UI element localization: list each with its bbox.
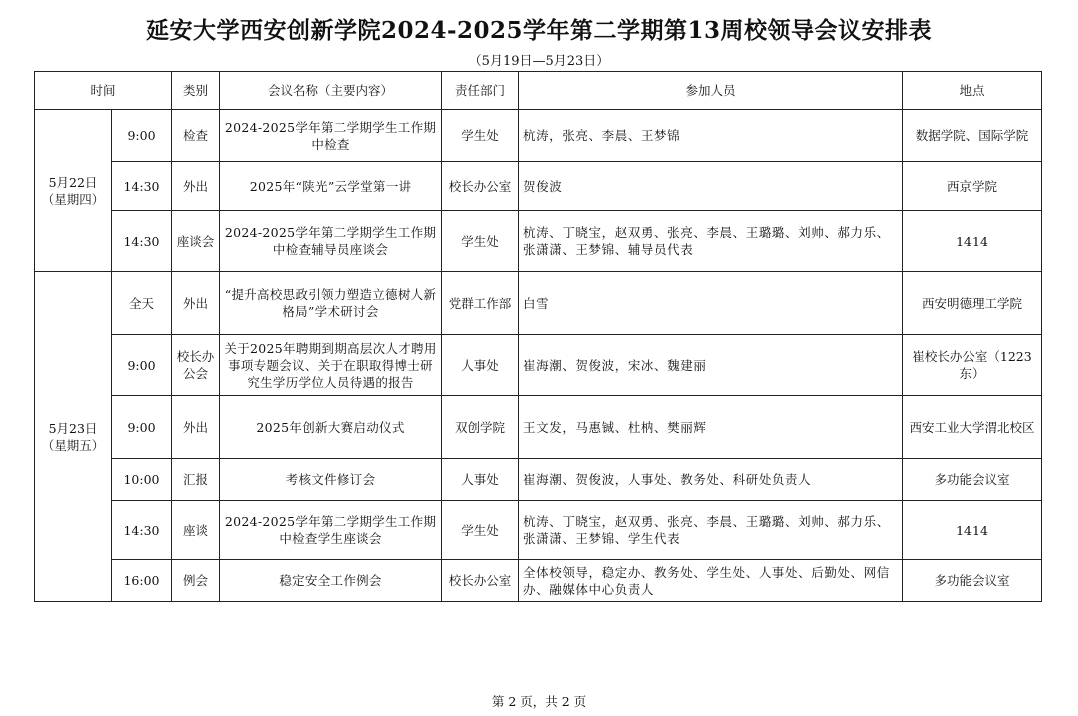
time-cell: 9:00 (112, 396, 172, 459)
meeting-cell: 2024-2025学年第二学期学生工作期中检查学生座谈会 (220, 501, 442, 560)
category-cell: 校长办公会 (172, 335, 220, 396)
header-row (35, 72, 1042, 110)
time-cell: 9:00 (112, 110, 172, 162)
time-cell: 10:00 (112, 459, 172, 501)
location-cell: 崔校长办公室（1223东） (903, 335, 1042, 396)
table-row (35, 211, 1042, 272)
location-cell: 多功能会议室 (903, 459, 1042, 501)
category-cell: 座谈 (172, 501, 220, 560)
attendees-cell: 王文发，马惠铖、杜枘、樊丽辉 (519, 396, 903, 459)
time-cell: 14:30 (112, 211, 172, 272)
category-cell: 外出 (172, 272, 220, 335)
header-time: 时间 (35, 72, 172, 110)
attendees-cell: 杭涛、丁晓宝，赵双勇、张亮、李晨、王璐璐、刘帅、郝力乐、张潇潇、王梦锦、学生代表 (519, 501, 903, 560)
table-row (35, 162, 1042, 211)
category-cell: 座谈会 (172, 211, 220, 272)
attendees-cell: 崔海潮、贺俊波，宋冰、魏建丽 (519, 335, 903, 396)
meeting-cell: 考核文件修订会 (220, 459, 442, 501)
date-label: 5月23日 (48, 420, 98, 436)
department-cell: 党群工作部 (442, 272, 519, 335)
time-cell: 14:30 (112, 162, 172, 211)
meeting-cell: 关于2025年聘期到期高层次人才聘用事项专题会议、关于在职取得博士研究生学历学位人员待遇的报告 (220, 335, 442, 396)
department-cell: 双创学院 (442, 396, 519, 459)
category-cell: 外出 (172, 162, 220, 211)
location-cell: 数据学院、国际学院 (903, 110, 1042, 162)
department-cell: 学生处 (442, 501, 519, 560)
location-cell: 多功能会议室 (903, 560, 1042, 602)
category-cell: 外出 (172, 396, 220, 459)
table-row (35, 560, 1042, 602)
weekday-label: （星期五） (41, 437, 105, 453)
header-attendees: 参加人员 (519, 72, 903, 110)
department-cell: 学生处 (442, 110, 519, 162)
department-cell: 人事处 (442, 459, 519, 501)
date-range: （5月19日—5月23日） (468, 54, 610, 69)
header-department: 责任部门 (442, 72, 519, 110)
meeting-cell: “提升高校思政引领力塑造立德树人新格局”学术研讨会 (220, 272, 442, 335)
page-title: 延安大学西安创新学院2024-2025学年第二学期第13周校领导会议安排表 (145, 17, 933, 44)
location-cell: 西京学院 (903, 162, 1042, 211)
attendees-cell: 全体校领导，稳定办、教务处、学生处、人事处、后勤处、网信办、融媒体中心负责人 (519, 560, 903, 602)
attendees-cell: 白雪 (519, 272, 903, 335)
table-row (35, 110, 1042, 162)
department-cell: 校长办公室 (442, 162, 519, 211)
meeting-cell: 2024-2025学年第二学期学生工作期中检查辅导员座谈会 (220, 211, 442, 272)
time-cell: 全天 (112, 272, 172, 335)
date-cell (35, 272, 112, 602)
table-row (35, 501, 1042, 560)
department-cell: 人事处 (442, 335, 519, 396)
table-row (35, 272, 1042, 335)
table-row (35, 459, 1042, 501)
meeting-cell: 2024-2025学年第二学期学生工作期中检查 (220, 110, 442, 162)
location-cell: 西安明德理工学院 (903, 272, 1042, 335)
date-cell (35, 110, 112, 272)
time-cell: 9:00 (112, 335, 172, 396)
meeting-cell: 稳定安全工作例会 (220, 560, 442, 602)
meeting-cell: 2025年“陕光”云学堂第一讲 (220, 162, 442, 211)
date-label: 5月22日 (48, 174, 98, 190)
table-row (35, 396, 1042, 459)
location-cell: 西安工业大学渭北校区 (903, 396, 1042, 459)
header-meeting: 会议名称（主要内容） (220, 72, 442, 110)
location-cell: 1414 (903, 211, 1042, 272)
category-cell: 例会 (172, 560, 220, 602)
attendees-cell: 贺俊波 (519, 162, 903, 211)
category-cell: 检查 (172, 110, 220, 162)
category-cell: 汇报 (172, 459, 220, 501)
schedule-table (34, 71, 1042, 602)
time-cell: 16:00 (112, 560, 172, 602)
attendees-cell: 杭涛、丁晓宝，赵双勇、张亮、李晨、王璐璐、刘帅、郝力乐、张潇潇、王梦锦、辅导员代表 (519, 211, 903, 272)
department-cell: 校长办公室 (442, 560, 519, 602)
meeting-cell: 2025年创新大赛启动仪式 (220, 396, 442, 459)
attendees-cell: 杭涛，张亮、李晨、王梦锦 (519, 110, 903, 162)
location-cell: 1414 (903, 501, 1042, 560)
attendees-cell: 崔海潮、贺俊波，人事处、教务处、科研处负责人 (519, 459, 903, 501)
table-row (35, 335, 1042, 396)
header-location: 地点 (903, 72, 1042, 110)
time-cell: 14:30 (112, 501, 172, 560)
page-footer: 第 2 页，共 2 页 (491, 694, 587, 709)
weekday-label: （星期四） (41, 191, 105, 207)
header-category: 类别 (172, 72, 220, 110)
department-cell: 学生处 (442, 211, 519, 272)
